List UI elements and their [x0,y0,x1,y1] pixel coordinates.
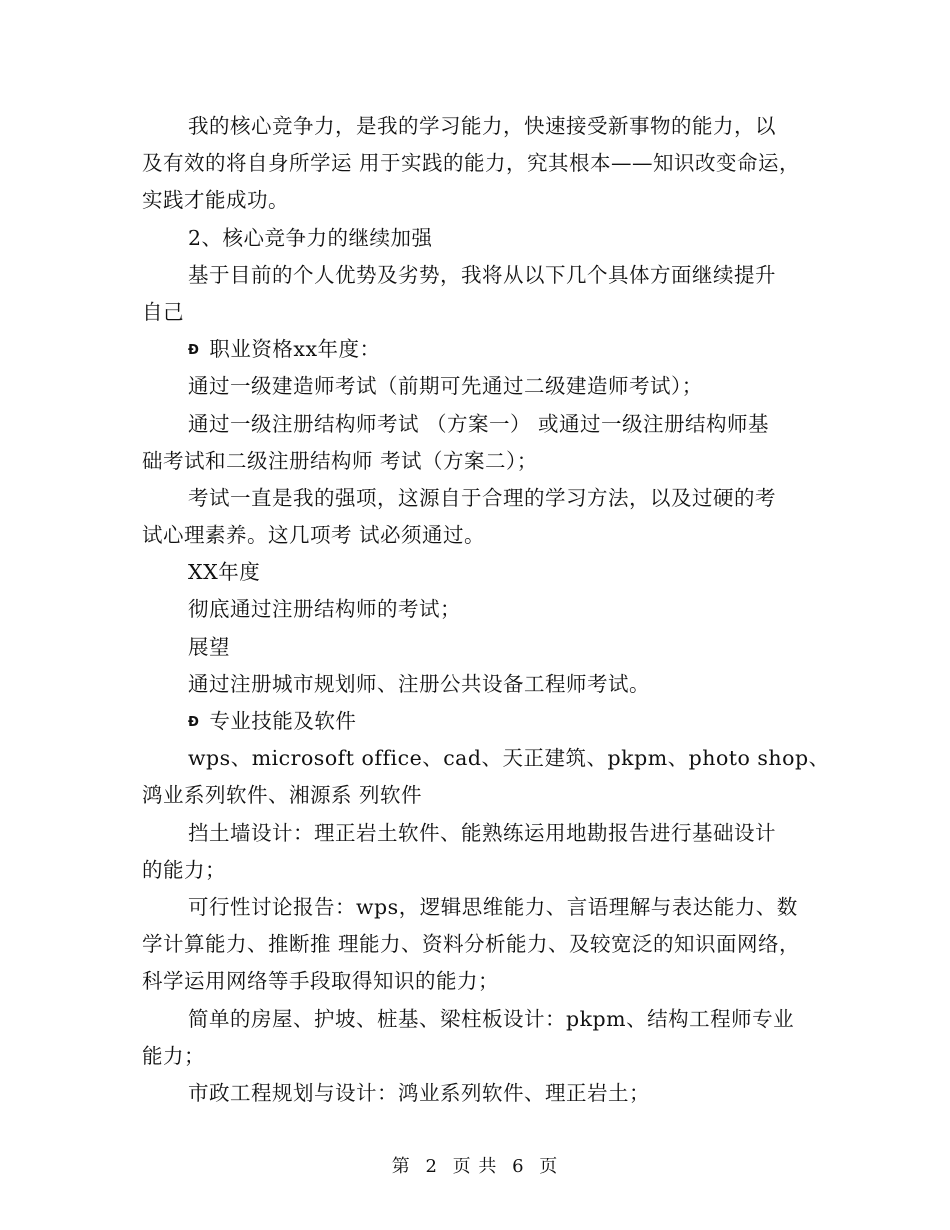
line-text: 通过注册城市规划师、注册公共设备工程师考试。 [188,671,650,696]
line-text: wps、microsoft office、cad、天正建筑、pkpm、photo shop、 [188,746,830,771]
text-line [142,815,822,852]
bullet-icon: Ð [188,715,200,730]
line-text: 自己 [142,299,184,324]
text-line [142,1038,822,1075]
text-line [142,182,822,219]
footer-middle: 页 共 [452,1156,498,1177]
text-line [142,554,822,591]
footer-prefix: 第 [391,1156,411,1177]
line-text: 能力； [142,1043,205,1068]
footer-total-pages: 6 [512,1156,525,1177]
line-text: 实践才能成功。 [142,188,289,213]
line-text: 专业技能及软件 [209,709,357,733]
line-text: 鸿业系列软件、湘源系 列软件 [142,783,423,808]
text-line [142,368,822,405]
text-line [142,517,822,554]
line-text: 可行性讨论报告：wps，逻辑思维能力、言语理解与表达能力、数 [188,894,798,919]
text-line [142,889,822,926]
text-line [142,257,822,294]
bullet-icon: Ð [188,343,200,359]
line-text: 彻底通过注册结构师的考试； [188,597,461,622]
text-line [142,629,822,666]
text-line [142,331,822,368]
line-text: 试心理素养。这几项考 试必须通过。 [142,523,486,548]
text-line [142,703,822,740]
line-text: 及有效的将自身所学运 用于实践的能力，究其根本——知识改变命运， [142,151,801,176]
footer-suffix: 页 [539,1156,559,1177]
line-text: 市政工程规划与设计：鸿业系列软件、理正岩土； [188,1080,650,1105]
text-line [142,777,822,814]
line-text: 的能力； [142,857,226,882]
text-line [142,145,822,182]
text-line [142,1075,822,1112]
text-line [142,926,822,963]
text-line [142,406,822,443]
line-text: 考试一直是我的强项，这源自于合理的学习方法，以及过硬的考 [188,485,776,510]
line-text: XX年度 [188,560,261,585]
line-text: 通过一级建造师考试（前期可先通过二级建造师考试）； [188,374,703,399]
footer-page-number: 2 [425,1156,438,1177]
line-text: 科学运用网络等手段取得知识的能力； [142,969,499,994]
line-text: 我的核心竞争力，是我的学习能力，快速接受新事物的能力，以 [188,114,776,138]
text-line [142,740,830,777]
line-text: 础考试和二级注册结构师 考试（方案二）； [142,448,538,473]
text-line [142,443,822,480]
line-text: 展望 [188,634,230,659]
text-line [142,666,822,703]
line-text: 通过一级注册结构师考试 （方案一） 或通过一级注册结构师基 [188,411,770,436]
text-line [142,220,822,257]
line-text: 基于目前的个人优势及劣势，我将从以下几个具体方面继续提升 [188,262,776,287]
text-line [142,852,822,889]
line-text: 职业资格xx年度： [209,337,381,362]
page-footer [0,1152,950,1178]
text-line [142,1001,822,1038]
line-text: 学计算能力、推断推 理能力、资料分析能力、及较宽泛的知识面网络， [142,932,801,957]
document-body [142,108,830,1112]
line-text: 挡土墙设计：理正岩土软件、能熟练运用地勘报告进行基础设计 [188,820,776,845]
text-line [142,480,822,517]
text-line [142,963,822,1000]
text-line [142,591,822,628]
line-text: 简单的房屋、护坡、桩基、梁柱板设计：pkpm、结构工程师专业 [188,1006,795,1031]
text-line [142,108,822,145]
line-text: 2、核心竞争力的继续加强 [188,225,433,250]
text-line [142,294,822,331]
